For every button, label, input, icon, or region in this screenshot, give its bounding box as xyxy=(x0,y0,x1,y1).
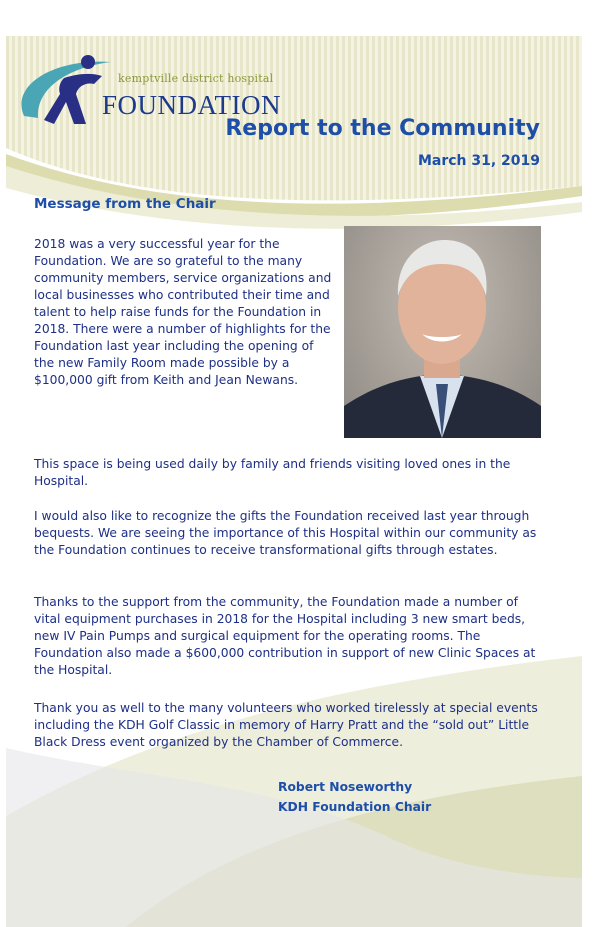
paragraph-1: 2018 was a very successful year for the Foundation. We are so grateful to the many community members, service organizations and local businesses who contributed their time and talent to help raise funds for the Foundation in 2018. There were a number of highlights for the Foundation last year including the opening of the new Family Room made possible by a $100,000 gift from Keith and Jean Newans. xyxy=(34,237,332,387)
section-heading: Message from the Chair xyxy=(34,196,216,212)
paragraph-3: I would also like to recognize the gifts the Foundation received last year through bequests. We are seeing the importance of this Hospital within our community as the Foundation continues to receive transformational gifts through estates. xyxy=(34,509,537,557)
signature-name: Robert Noseworthy xyxy=(278,780,413,794)
portrait-figure xyxy=(344,226,541,438)
logo-hospital-name: kemptville district hospital xyxy=(118,72,274,85)
paragraph-5: Thank you as well to the many volunteers who worked tirelessly at special events including the KDH Golf Classic in memory of Harry Pratt and the “sold out” Little Black Dress event organized by the Chamber of Commerce. xyxy=(34,701,538,749)
logo-wordmark: FOUNDATION xyxy=(102,90,281,120)
signature-title: KDH Foundation Chair xyxy=(278,800,432,814)
paragraph-4: Thanks to the support from the community, the Foundation made a number of vital equipment purchases in 2018 for the Hospital including 3 new smart beds, new IV Pain Pumps and surgical equipment for the operating rooms. The Foundation also made a $600,000 contribution in support of new Clinic Spaces at the Hospital. xyxy=(34,595,536,677)
chair-portrait-photo xyxy=(344,226,541,438)
report-page xyxy=(6,36,582,927)
report-title: Report to the Community xyxy=(225,116,540,141)
report-date: March 31, 2019 xyxy=(417,153,540,169)
paragraph-2: This space is being used daily by family and friends visiting loved ones in the Hospital. xyxy=(34,457,511,488)
